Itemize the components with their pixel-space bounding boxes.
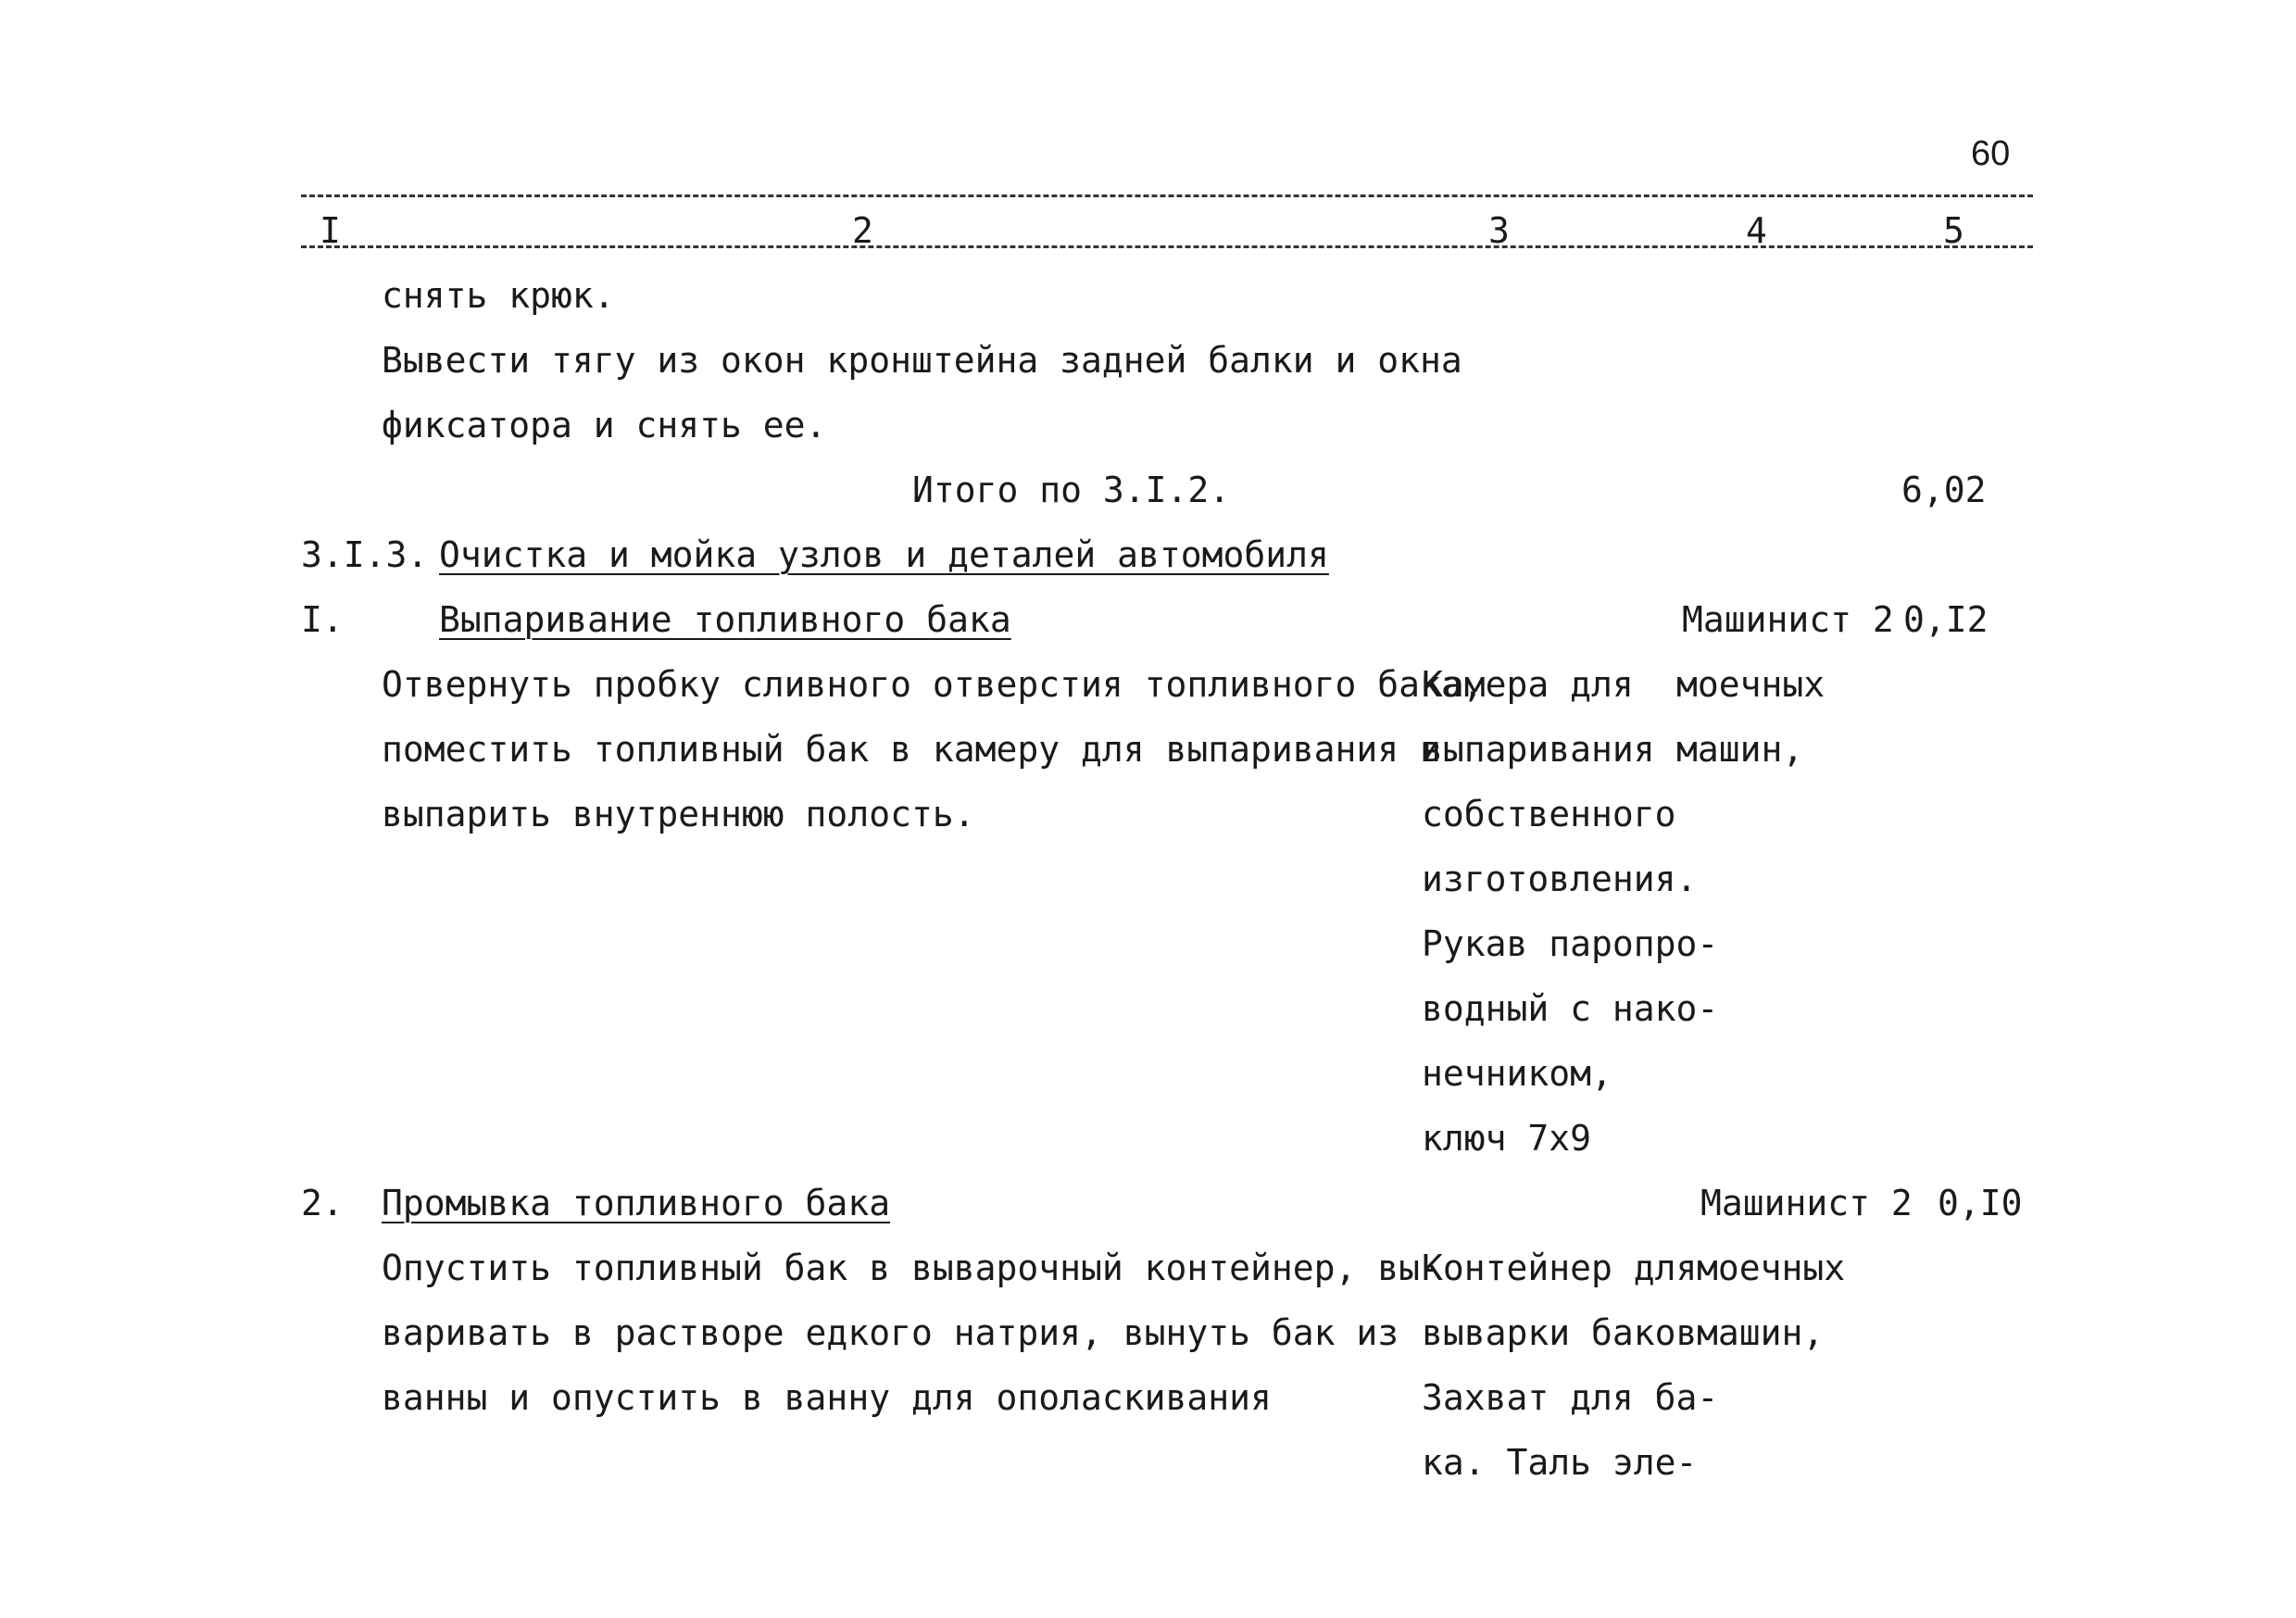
column-header-5: 5 <box>1943 210 1964 251</box>
column-header-2: 2 <box>852 210 873 251</box>
item-1-worker: Машинист 2 <box>1682 599 1894 640</box>
item-1-text-line-2: поместить топливный бак в камеру для выпаривания и <box>382 729 1441 770</box>
item-2-equipment-line-2: выварки баков <box>1422 1312 1698 1353</box>
item-2-equipment-line-4: ка. Таль эле- <box>1422 1442 1698 1483</box>
item-1-number: I. <box>301 599 344 640</box>
item-1-equipment-line-5: Рукав паропро- <box>1422 923 1719 964</box>
item-2-worker: Машинист 2 <box>1700 1183 1913 1223</box>
column-header-1: I <box>320 210 341 251</box>
item-1-equipment-line-4: изготовления. <box>1422 859 1698 899</box>
item-2-time: 0,I0 <box>1938 1183 2023 1223</box>
item-1-equipment-line-8: ключ 7х9 <box>1422 1118 1592 1159</box>
item-1-title: Выпаривание топливного бака <box>439 599 1011 640</box>
item-2-text-line-2: варивать в растворе едкого натрия, вынуть бак из <box>382 1312 1399 1353</box>
item-2-note-line-1: моечных <box>1697 1248 1846 1288</box>
header-rule-bottom <box>301 245 2033 248</box>
page-number: 60 <box>1971 134 2011 173</box>
item-2-equipment-line-1: Контейнер для <box>1422 1248 1698 1288</box>
subtotal-label: Итого по 3.I.2. <box>912 470 1231 510</box>
column-header-4: 4 <box>1746 210 1767 251</box>
item-1-note-line-1: моечных <box>1676 664 1826 705</box>
intro-line-2: Вывести тягу из окон кронштейна задней балки и окна <box>382 340 1462 381</box>
item-2-note-line-2: машин, <box>1697 1312 1825 1353</box>
subtotal-value: 6,02 <box>1901 470 1987 510</box>
item-1-text-line-1: Отвернуть пробку сливного отверстия топливного бака, <box>382 664 1484 705</box>
item-1-note-line-2: машин, <box>1676 729 1804 770</box>
item-1-text-line-3: выпарить внутреннюю полость. <box>382 794 975 834</box>
item-2-text-line-3: ванны и опустить в ванну для ополаскивания <box>382 1377 1272 1418</box>
section-title: Очистка и мойка узлов и деталей автомобиля <box>439 534 1329 575</box>
item-2-title: Промывка топливного бака <box>382 1183 891 1223</box>
intro-line-3: фиксатора и снять ее. <box>382 405 827 445</box>
section-number: 3.I.3. <box>301 534 429 575</box>
item-1-equipment-line-1: Камера для <box>1422 664 1634 705</box>
item-2-number: 2. <box>301 1183 344 1223</box>
item-1-time: 0,I2 <box>1903 599 1989 640</box>
header-rule-top <box>301 194 2033 197</box>
intro-line-1: снять крюк. <box>382 275 615 316</box>
item-1-equipment-line-2: выпаривания <box>1422 729 1655 770</box>
item-2-text-line-1: Опустить топливный бак в выварочный контейнер, вы- <box>382 1248 1441 1288</box>
column-header-3: 3 <box>1488 210 1510 251</box>
item-1-equipment-line-6: водный с нако- <box>1422 988 1719 1029</box>
item-1-equipment-line-7: нечником, <box>1422 1053 1612 1094</box>
item-2-equipment-line-3: Захват для ба- <box>1422 1377 1719 1418</box>
item-1-equipment-line-3: собственного <box>1422 794 1676 834</box>
